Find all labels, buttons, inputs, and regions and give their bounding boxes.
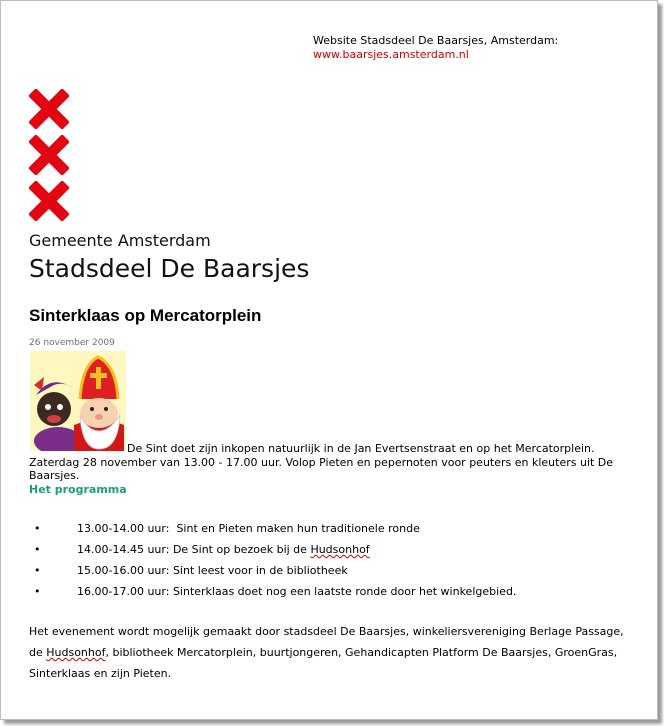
program-text: De Sint op bezoek bij de	[172, 543, 307, 556]
spellcheck-word: Hudsonhof	[46, 646, 106, 659]
program-text: Sinterklaas doet nog een laatste ronde door het winkelgebied.	[172, 585, 517, 598]
program-text: Sint leest voor in de bibliotheek	[172, 564, 348, 577]
sinterklaas-illustration-icon	[30, 351, 126, 451]
article-title: Sinterklaas op Mercatorplein	[29, 306, 262, 325]
program-time: 15.00-16.00 uur:	[77, 564, 170, 577]
website-url-link[interactable]: www.baarsjes.amsterdam.nl	[313, 48, 469, 61]
organisation-name	[29, 231, 309, 285]
cross-icon	[29, 89, 69, 129]
program-text: Sint en Pieten maken hun traditionele ronde	[176, 522, 420, 535]
website-note-text: Website Stadsdeel De Baarsjes, Amsterdam:	[313, 34, 559, 47]
website-note	[313, 34, 558, 62]
intro-line-1: De Sint doet zijn inkopen natuurlijk in de Jan Evertsenstraat en op het Mercatorplein.	[127, 442, 595, 455]
program-time: 16.00-17.00 uur:	[77, 585, 170, 598]
footer-text-b: , bibliotheek Mercatorplein, buurtjongeren, Gehandicapten Platform De Baarsjes, GroenGras, Sinterklaas en zijn Pieten.	[29, 646, 618, 680]
cross-icon	[29, 181, 69, 221]
program-link[interactable]: Het programma	[29, 482, 127, 496]
spellcheck-word: Hudsonhof	[310, 543, 370, 556]
bullet-icon: •	[34, 585, 41, 598]
amsterdam-crosses-icon	[29, 89, 69, 227]
district-name: Stadsdeel De Baarsjes	[29, 254, 310, 283]
bullet-icon: •	[34, 564, 41, 577]
article-intro	[29, 442, 629, 496]
footer-text-a: Het evenement wordt mogelijk gemaakt door stadsdeel De Baarsjes, winkeliersvereniging Berlage Passage, de	[29, 625, 624, 659]
bullet-icon: •	[34, 543, 41, 556]
program-time: 14.00-14.45 uur:	[77, 543, 170, 556]
bullet-icon: •	[34, 522, 41, 535]
article-footer	[29, 621, 629, 684]
municipality-name: Gemeente Amsterdam	[29, 231, 211, 250]
article-date: 26 november 2009	[29, 338, 115, 348]
cross-icon	[29, 135, 69, 175]
intro-line-2: Zaterdag 28 november van 13.00 - 17.00 uur. Volop Pieten en pepernoten voor peuters en kleuters uit De Baarsjes.	[29, 455, 614, 482]
program-time: 13.00-14.00 uur:	[77, 522, 170, 535]
